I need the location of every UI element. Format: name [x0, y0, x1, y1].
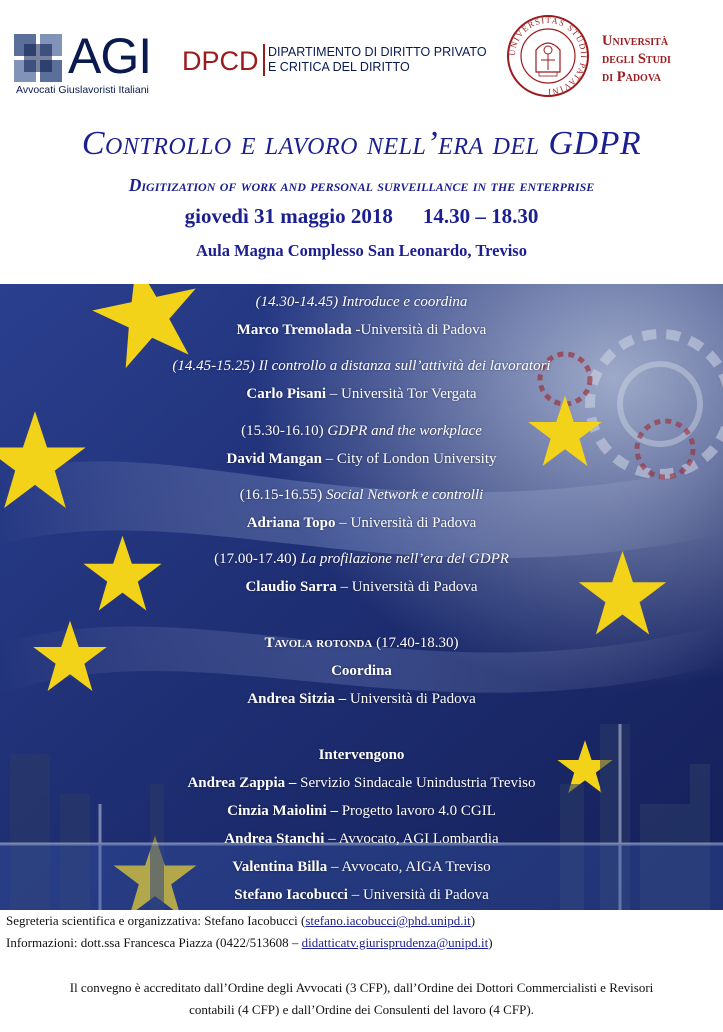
panelist-4 [0, 857, 723, 877]
session-5-time: (17.00-17.40) [214, 551, 297, 567]
roundtable-speakers-label: Intervengono [318, 747, 405, 763]
roundtable-speakers-label-line [0, 745, 723, 765]
secretary-label: Segreteria scientifica e organizzativa: Stefano Iacobucci ( [6, 913, 306, 928]
svg-text:UNIVERSITAS STUDII PATAVINI: UNIVERSITAS STUDII PATAVINI [506, 14, 590, 98]
session-1-separator: - [351, 322, 361, 338]
session-2-header [0, 356, 723, 376]
session-5-speaker: Claudio Sarra [245, 579, 337, 595]
panelist-1-name: Andrea Zappia – [187, 775, 297, 791]
session-1-speaker-line [0, 320, 723, 340]
panelist-3-affiliation: – Avvocato, AGI Lombardia [324, 831, 499, 847]
session-1-header [0, 292, 723, 312]
dpcd-line-1: DIPARTIMENTO DI DIRITTO PRIVATO [268, 45, 487, 59]
session-1-speaker: Marco Tremolada [236, 322, 352, 338]
panelist-3 [0, 829, 723, 849]
panelist-2 [0, 801, 723, 821]
event-title: Controllo e lavoro nell’era del GDPR [81, 125, 642, 162]
panelist-3-name: Andrea Stanchi [224, 831, 325, 847]
session-2-speaker-line [0, 384, 723, 404]
roundtable-coord-label: Coordina [331, 663, 392, 679]
dpcd-line-2: E CRITICA DEL DIRITTO [268, 60, 410, 74]
event-subtitle: Digitization of work and personal surveillance in the enterprise [128, 175, 595, 195]
roundtable-coordinator: Andrea Sitzia – [247, 691, 347, 707]
session-3-time: (15.30-16.10) [241, 423, 324, 439]
session-3-separator: – [321, 451, 337, 467]
university-name [602, 32, 671, 86]
panelist-1 [0, 773, 723, 793]
session-2-title: Il controllo a distanza sull’attività dei lavoratori [258, 358, 551, 374]
panelist-5-affiliation: – Università di Padova [347, 887, 489, 903]
session-4-header [0, 485, 723, 505]
secretary-email-link[interactable]: stefano.iacobucci@phd.unipd.it [305, 913, 471, 928]
panelist-5-name: Stefano Iacobucci [234, 887, 348, 903]
panelist-4-name: Valentina Billa [232, 859, 328, 875]
info-line [6, 934, 493, 952]
agi-wordmark: AGI [68, 28, 152, 84]
session-1-affiliation: Università di Padova [360, 322, 487, 338]
roundtable-time: (17.40-18.30) [376, 635, 459, 651]
panelist-2-name: Cinzia Maiolini – [227, 803, 338, 819]
dpcd-divider [263, 44, 265, 76]
secretary-end: ) [470, 913, 476, 928]
roundtable-label: Tavola rotonda [264, 635, 373, 651]
session-2-speaker: Carlo Pisani [246, 386, 326, 402]
dpcd-department-name [268, 45, 508, 75]
accreditation-line-1: Il convegno è accreditato dall’Ordine degli Avvocati (3 CFP), dall’Ordine dei Dottori Commercialisti e Revisori [69, 980, 654, 995]
panelist-5 [0, 885, 723, 905]
roundtable-header [0, 633, 723, 653]
session-5-title: La profilazione nell’era del GDPR [300, 551, 509, 567]
session-1-title: Introduce e coordina [341, 294, 468, 310]
session-3-title: GDPR and the workplace [327, 423, 482, 439]
session-3-affiliation: City of London University [336, 451, 497, 467]
session-4-affiliation: Università di Padova [350, 515, 477, 531]
session-2-time: (14.45-15.25) [172, 358, 255, 374]
university-seal-icon [506, 14, 590, 98]
logo-bar [0, 0, 723, 110]
session-3-speaker-line [0, 449, 723, 469]
session-2-separator: – [326, 386, 341, 402]
session-5-affiliation: Università di Padova [351, 579, 478, 595]
session-4-title: Social Network e controlli [325, 487, 484, 503]
session-2-affiliation: Università Tor Vergata [341, 386, 477, 402]
session-4-speaker-line [0, 513, 723, 533]
info-email-link[interactable]: didatticatv.giurisprudenza@unipd.it [301, 935, 489, 950]
university-line-2: degli Studi [602, 51, 671, 67]
panelist-2-affiliation: Progetto lavoro 4.0 CGIL [341, 803, 496, 819]
session-5-header [0, 549, 723, 569]
panelist-1-affiliation: Servizio Sindacale Unindustria Treviso [300, 775, 536, 791]
event-date: giovedì 31 maggio 2018 [184, 204, 393, 228]
session-4-separator: – [335, 515, 351, 531]
secretary-line [6, 912, 475, 930]
session-5-speaker-line [0, 577, 723, 597]
agi-subtitle: Avvocati Giuslavoristi Italiani [16, 84, 149, 96]
agi-mark-icon [14, 34, 62, 82]
university-line-3: di Padova [602, 69, 661, 85]
dpcd-wordmark: DPCD [182, 46, 259, 76]
info-label: Informazioni: dott.ssa Francesca Piazza (0422/513608 – [6, 935, 302, 950]
session-3-header [0, 421, 723, 441]
program-panel [0, 284, 723, 910]
roundtable-coord-label-line [0, 661, 723, 681]
roundtable-coordinator-affiliation: Università di Padova [349, 691, 476, 707]
roundtable-coordinator-line [0, 689, 723, 709]
university-line-1: Università [602, 33, 669, 49]
event-datetime [0, 202, 723, 230]
event-location: Aula Magna Complesso San Leonardo, Treviso [196, 241, 527, 260]
session-3-speaker: David Mangan [226, 451, 322, 467]
event-time: 14.30 – 18.30 [422, 204, 539, 228]
session-1-time: (14.30-14.45) [255, 294, 339, 310]
session-5-separator: – [336, 579, 352, 595]
event-header [0, 118, 723, 262]
accreditation-line-2: contabili (4 CFP) e dall’Ordine dei Consulenti del lavoro (4 CFP). [189, 1002, 534, 1017]
session-4-speaker: Adriana Topo [246, 515, 336, 531]
info-end: ) [488, 935, 493, 950]
agi-logo [14, 30, 164, 96]
session-4-time: (16.15-16.55) [239, 487, 323, 503]
panelist-4-affiliation: – Avvocato, AIGA Treviso [327, 859, 491, 875]
